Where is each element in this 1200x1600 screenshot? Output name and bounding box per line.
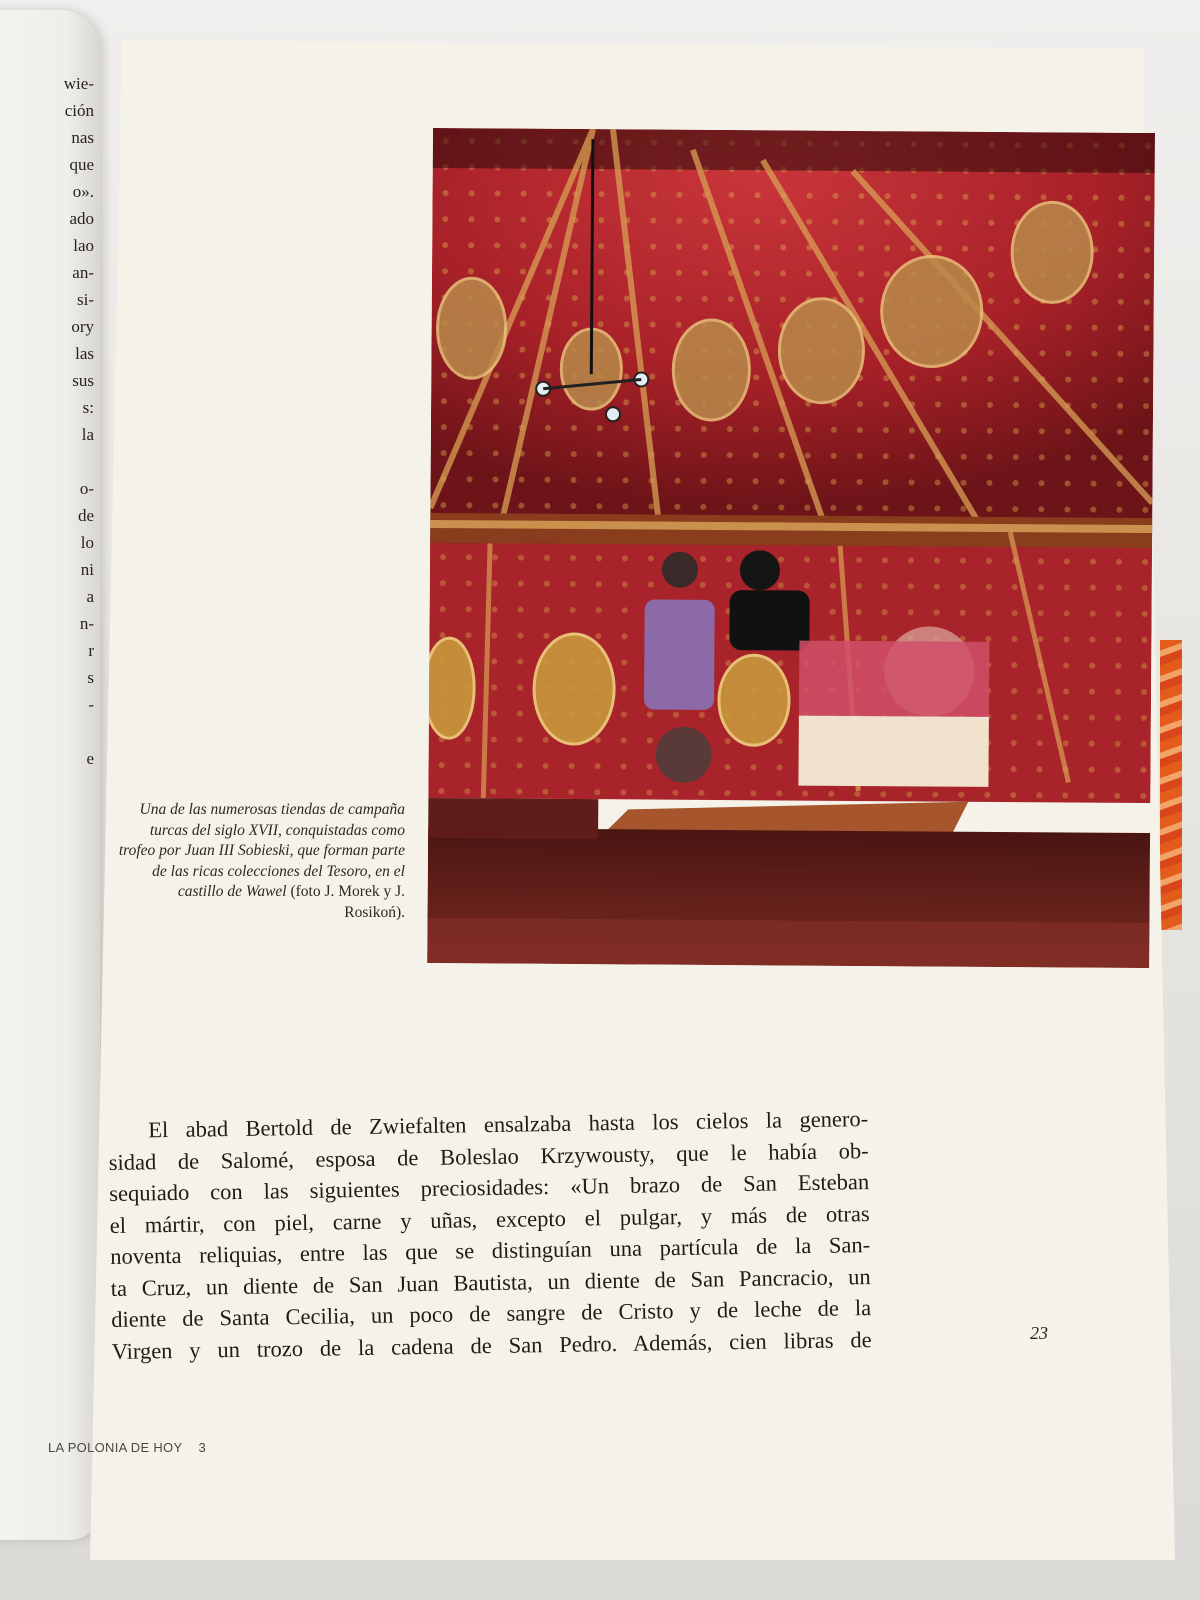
body-paragraph [108,1103,872,1367]
photo-caption [115,800,405,923]
left-fragment: n- [79,614,94,633]
book-cover-edge [1160,640,1182,930]
left-fragment: a [86,587,94,606]
left-fragment: r [88,641,94,660]
left-fragment: la [81,425,94,444]
left-fragment: lao [73,236,94,255]
page-number: 23 [1030,1323,1048,1343]
footer-title: LA POLONIA DE HOY [48,1440,183,1455]
left-fragment [54,448,94,475]
body-line: ta Cruz, un diente de San Juan Bautista, un diente de San Pancracio, un [110,1263,871,1301]
left-fragment: - [88,695,94,714]
left-fragment: an- [72,263,94,282]
caption-italic-text: Una de las numerosas tiendas de campaña turcas del siglo XVII, conquistadas como trofeo por Juan III Sobieski, que forman parte de las ricas colecciones del Tesoro, en el castillo de Wawel [118,801,405,900]
left-fragment: ni [80,560,94,579]
body-line: diente de Santa Cecilia, un poco de sangre de Cristo y de leche de la [111,1295,872,1332]
left-page [0,10,100,1540]
body-line: Virgen y un trozo de la cadena de San Pedro. Además, cien libras de [111,1326,872,1364]
left-fragment [54,718,94,745]
left-fragment: ory [71,317,94,336]
caption-credit: (foto J. Morek y J. Rosikoń). [286,883,405,921]
footer-number: 3 [198,1440,206,1455]
body-line: El abad Bertold de Zwiefalten ensalzaba hasta los cielos la genero- [148,1106,869,1143]
left-fragment: lo [80,533,94,552]
left-fragment: wie- [63,74,94,93]
left-fragment: e [86,749,94,768]
left-fragment: sus [72,371,94,390]
footer-label [48,1440,206,1455]
left-page-text-fragments [54,70,94,772]
body-line: sequiado con las siguientes preciosidades: «Un brazo de San Esteban [109,1169,870,1206]
left-fragment: de [77,506,94,525]
body-line: el mártir, con piel, carne y uñas, excepto el pulgar, y más de otras [109,1200,870,1238]
left-fragment: s [87,668,94,687]
body-line: sidad de Salomé, esposa de Boleslao Krzywousty, que le había ob- [108,1137,869,1175]
left-fragment: las [75,344,94,363]
left-fragment: o». [72,182,94,201]
left-fragment: o- [79,479,94,498]
tent-photo [427,128,1155,968]
left-fragment: nas [71,128,94,147]
left-fragment: ción [64,101,94,120]
left-fragment: que [69,155,94,174]
left-fragment: si- [77,290,94,309]
left-fragment: s: [82,398,94,417]
body-line: noventa reliquias, entre las que se distinguían una partícula de la San- [110,1232,871,1269]
left-fragment: ado [69,209,94,228]
